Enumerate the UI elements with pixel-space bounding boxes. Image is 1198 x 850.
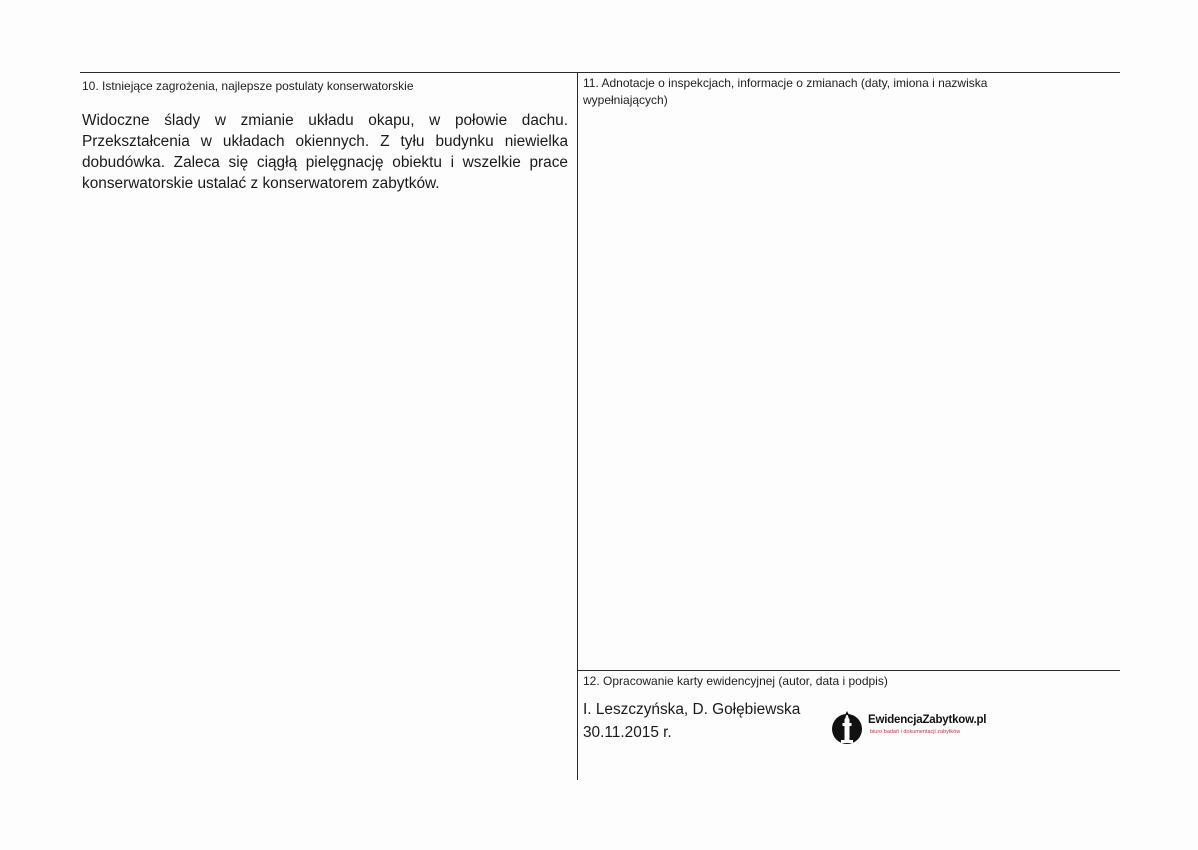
date-text: 30.11.2015 r.: [583, 724, 672, 741]
monument-logo-icon: [830, 710, 864, 746]
author-block: [583, 698, 800, 744]
section-12-rule: [577, 670, 1120, 671]
authors-text: I. Leszczyńska, D. Gołębiewska: [583, 701, 801, 718]
stamp-subtitle: biuro badań i dokumentacji zabytków: [870, 729, 961, 735]
section-10-text: Widoczne ślady w zmianie układu okapu, w połowie dachu. Przekształcenia w układach okiennych. Z tyłu budynku niewielka dobudówka. Zaleca się ciągłą pielęgnację obiektu i wszelkie prace konserwatorskie ustalać z konserwatorem zabytków.: [82, 112, 568, 192]
top-rule-left: [80, 72, 577, 73]
column-divider: [577, 72, 578, 780]
stamp-title: EwidencjaZabytkow.pl: [868, 714, 987, 726]
company-stamp: [830, 708, 1000, 748]
section-12-label: 12. Opracowanie karty ewidencyjnej (autor, data i podpis): [583, 674, 888, 688]
top-rule-right: [577, 72, 1120, 73]
section-10-label: 10. Istniejące zagrożenia, najlepsze postulaty konserwatorskie: [82, 79, 414, 93]
section-11-label: 11. Adnotacje o inspekcjach, informacje o zmianach (daty, imiona i nazwiska wypełniających): [583, 76, 988, 107]
